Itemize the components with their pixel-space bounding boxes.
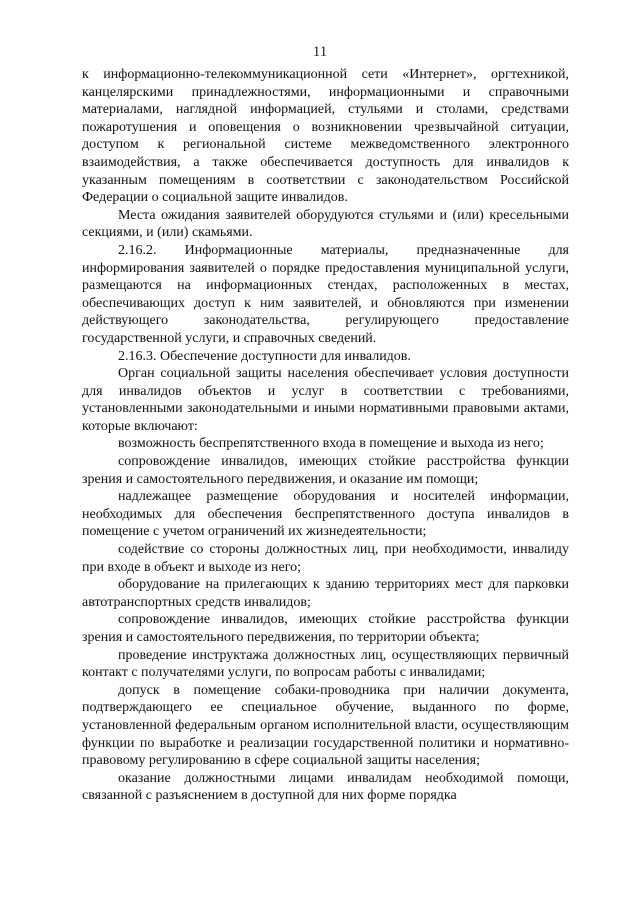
paragraph: содействие со стороны должностных лиц, при необходимости, инвалиду при входе в объект и выходе из него; xyxy=(82,542,569,575)
paragraph: 2.16.3. Обеспечение доступности для инвалидов. xyxy=(118,348,411,364)
page-number: 11 xyxy=(312,44,328,60)
body-text xyxy=(82,66,569,805)
paragraph: Орган социальной защиты населения обеспечивает условия доступности для инвалидов объектов и услуг в соответствии с требованиями, установленными законодательными и иными нормативными правовыми актами, которые включают: xyxy=(82,366,569,434)
paragraph: сопровождение инвалидов, имеющих стойкие расстройства функции зрения и самостоятельного передвижения, по территории объекта; xyxy=(82,612,569,645)
paragraph: надлежащее размещение оборудования и носителей информации, необходимых для обеспечения беспрепятственного доступа инвалидов в помещение с учетом ограничений их жизнедеятельности; xyxy=(82,489,569,540)
paragraph: оборудование на прилегающих к зданию территориях мест для парковки автотранспортных средств инвалидов; xyxy=(82,577,569,610)
paragraph: оказание должностными лицами инвалидам необходимой помощи, связанной с разъяснением в доступной для них форме порядка xyxy=(82,770,569,804)
paragraph: проведение инструктажа должностных лиц, осуществляющих первичный контакт с получателями услуги, по вопросам работы с инвалидами; xyxy=(82,647,569,681)
paragraph: 2.16.2. Информационные материалы, предназначенные для информирования заявителей о порядке предоставления муниципальной услуги, размещаются на информационных стендах, расположенных в местах, обеспечивающих доступ к ним заявителей, и обновляются при изменении действующего законодательства, регулирующего предоставление государственной услуги, и справочных сведений. xyxy=(82,242,569,346)
paragraph: сопровождение инвалидов, имеющих стойкие расстройства функции зрения и самостоятельного передвижения, и оказание им помощи; xyxy=(82,454,569,487)
paragraph: допуск в помещение собаки-проводника при наличии документа, подтверждающего ее специальное обучение, выданного по форме, установленной федеральным органом исполнительной власти, осуществляющим функции по выработке и реализации государственной политики и нормативно-правовому регулированию в сфере социальной защиты населения; xyxy=(82,682,569,769)
paragraph: Места ожидания заявителей оборудуются стульями и (или) кресельными секциями, и (или) скамьями. xyxy=(82,207,569,241)
paragraph: возможность беспрепятственного входа в помещение и выхода из него; xyxy=(118,436,544,452)
paragraph: к информационно-телекоммуникационной сети «Интернет», оргтехникой, канцелярскими принадлежностями, информационными и справочными материалами, наглядной информацией, стульями и столами, средствами пожаротушения и оповещения о возникновении чрезвычайной ситуации, доступом к региональной системе межведомственного электронного взаимодействия, а также обеспечивается доступность для инвалидов к указанным помещениям в соответствии с законодательством Российской Федерации о социальной защите инвалидов. xyxy=(82,67,569,206)
